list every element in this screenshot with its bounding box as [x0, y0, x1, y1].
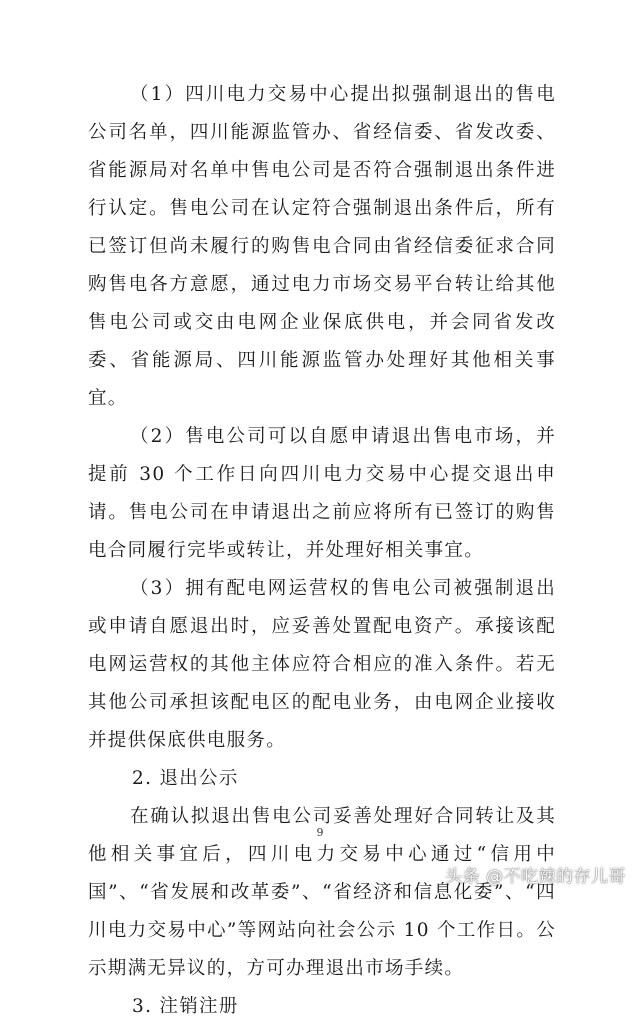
section-heading-exit-notice: 2. 退出公示	[132, 768, 239, 789]
page-number: 9	[316, 826, 324, 839]
paragraph-distribution-assets: （3）拥有配电网运营权的售电公司被强制退出或申请自愿退出时，应妥善处置配电资产。承接该配电网运营权的其他主体应符合相应的准入条件。若无其他公司承担该配电区的配电业务，由电网企业接收并提供保底供电服务。	[88, 578, 556, 751]
section-heading-deregistration: 3. 注销注册	[132, 996, 239, 1017]
paragraph-exit-notice: 在确认拟退出售电公司妥善处理好合同转让及其他相关事宜后，四川电力交易中心通过“信用中国”、“省发展和改革委”、“省经济和信息化委”、“四川电力交易中心”等网站向社会公示 10 个工作日。公示期满无异议的，方可办理退出市场手续。	[88, 806, 556, 979]
paragraph-forced-exit: （1）四川电力交易中心提出拟强制退出的售电公司名单，四川能源监管办、省经信委、省发改委、省能源局对名单中售电公司是否符合强制退出条件进行认定。售电公司在认定符合强制退出条件后，所有已签订但尚未履行的购售电合同由省经信委征求合同购售电各方意愿，通过电力市场交易平台转让给其他售电公司或交由电网企业保底供电，并会同省发改委、省能源局、四川能源监管办处理好其他相关事宜。	[88, 84, 556, 409]
paragraph-voluntary-exit: （2）售电公司可以自愿申请退出售电市场，并提前 30 个工作日向四川电力交易中心提交退出申请。售电公司在申请退出之前应将所有已签订的购售电合同履行完毕或转让，并处理好相关事宜。	[88, 426, 556, 561]
source-watermark: 头条 @不吃辣的存儿哥	[445, 867, 626, 887]
